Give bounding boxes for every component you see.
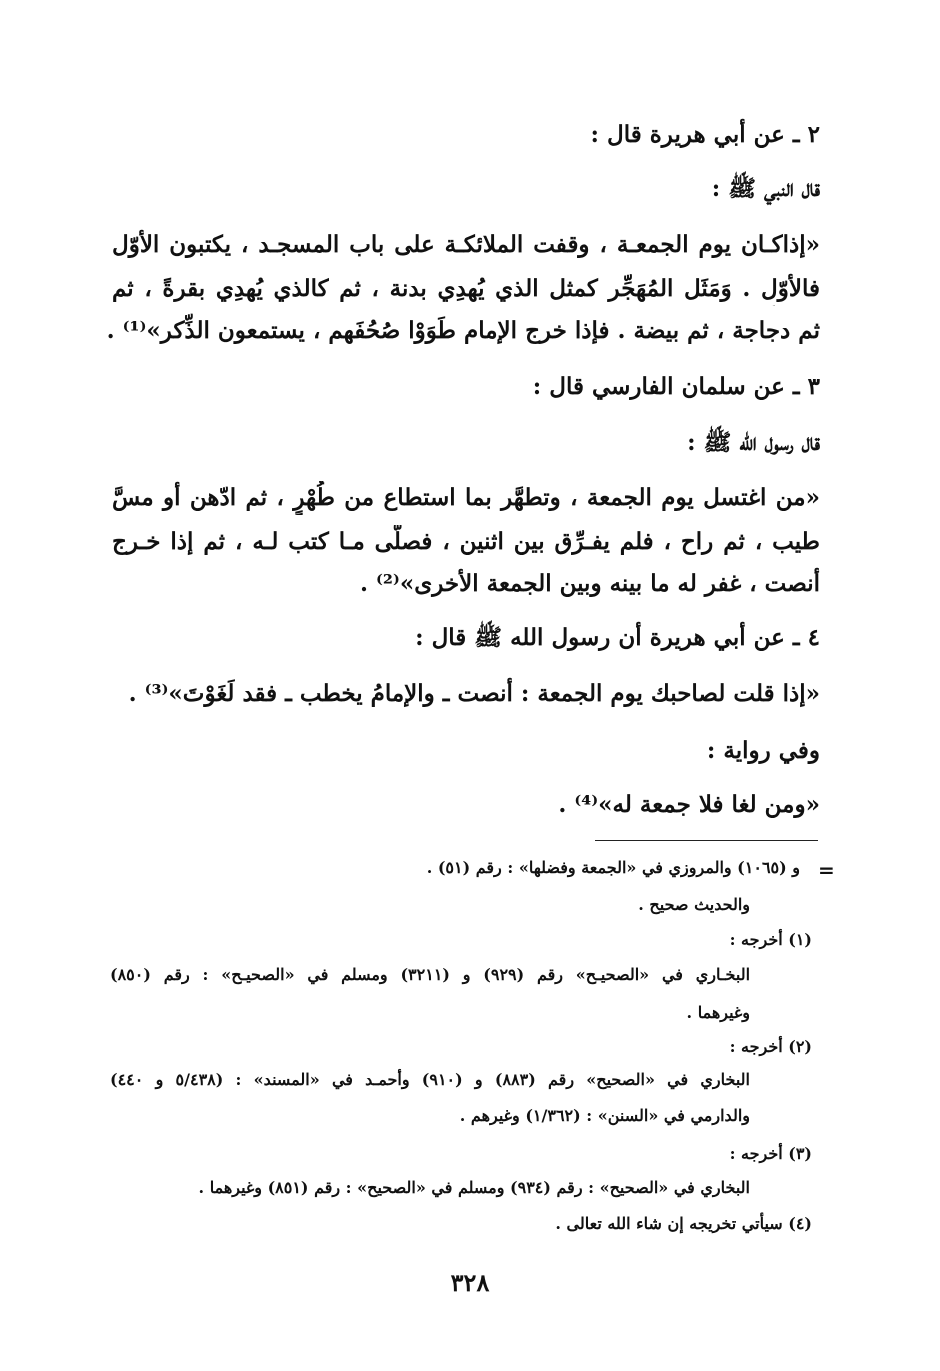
hadith-4-text: «إذا قلت لصاحبك يوم الجمعة : أنصت ـ والإمامُ يخطب ـ فقد لَغَوْتَ»⁽³⁾ .	[128, 680, 820, 707]
footnote-continuation-line-2: والحديث صحيح .	[638, 895, 750, 914]
footnote-4-line-1: (٤) سيأتي تخريجه إن شاء الله تعالى .	[555, 1214, 812, 1233]
hadith-2-text-line-1: «إذاكـان يوم الجمعـة ، وقفت الملائكـة على باب المسجـد ، يكتبون الأوّل	[112, 231, 820, 258]
hadith-3-intro: ٣ ـ عن سلمان الفارسي قال :	[532, 373, 820, 400]
footnote-1-label: (١) أخرجه :	[729, 930, 812, 949]
footnote-2-label: (٢) أخرجه :	[729, 1037, 812, 1056]
hadith-4-intro: ٤ ـ عن أبي هريرة أن رسول الله ﷺ قال :	[415, 624, 820, 651]
footnote-1-line-1: البخـاري في «الصحيـح» رقم (٩٢٩) و (٣٢١١) ومسلم في «الصحيـح» : رقم (٨٥٠)	[110, 965, 750, 984]
footnote-3-line-1: البخاري في «الصحيح» : رقم (٩٣٤) ومسلم في «الصحيح» : رقم (٨٥١) وغيرهما .	[198, 1178, 750, 1197]
hadith-3-text-line-1: «من اغتسل يوم الجمعة ، وتطهَّر بما استطاع من طُهْرٍ ، ثم ادّهن أو مسَّ	[112, 484, 820, 511]
hadith-3-text-line-2: طيب ، ثم راح ، فلم يفـرِّق بين اثنين ، فصلّى مـا كتب لـه ، ثم إذا خـرج	[112, 528, 820, 555]
footnote-2-line-1: البخاري في «الصحيح» رقم (٨٨٣) و (٩١٠) وأحمـد في «المسند» : (٥/٤٣٨ و ٤٤٠)	[110, 1070, 750, 1089]
hadith-2-text-line-2: فالأوّل . وَمَثَل المُهَجِّر كمثل الذي يُهدِي بدنة ، ثم كالذي يُهدِي بقرةً ، ثم	[112, 275, 820, 302]
hadith-2-speaker: قال النبي ﷺ :	[711, 175, 820, 202]
footnote-1-line-2: وغيرهما .	[686, 1003, 750, 1022]
hadith-2-text-line-3: ثم دجاجة ، ثم بيضة . فإذا خرج الإمام طَوَوْا صُحُفَهم ، يستمعون الذِّكر»⁽¹⁾ .	[106, 317, 820, 344]
riwaya-label: وفي رواية :	[706, 737, 820, 764]
hadith-3-speaker: قال رسول الله ﷺ :	[687, 429, 820, 456]
footnote-2-line-2: والدارمي في «السنن» : (١/٣٦٢) وغيرهم .	[459, 1106, 750, 1125]
footnote-separator	[595, 840, 818, 841]
page-number: ٣٢٨	[450, 1268, 490, 1297]
hadith-2-intro: ٢ ـ عن أبي هريرة قال :	[590, 121, 820, 148]
footnote-continuation-line-1: و (١٠٦٥) والمروزي في «الجمعة وفضلها» : رقم (٥١) .	[426, 858, 800, 877]
riwaya-text: «ومن لغا فلا جمعة له»⁽⁴⁾ .	[558, 791, 820, 818]
footnote-3-label: (٣) أخرجه :	[729, 1144, 812, 1163]
footnote-continuation-mark: =	[818, 858, 835, 882]
hadith-3-text-line-3: أنصت ، غفر له ما بينه وبين الجمعة الأخرى»⁽²⁾ .	[360, 570, 820, 597]
